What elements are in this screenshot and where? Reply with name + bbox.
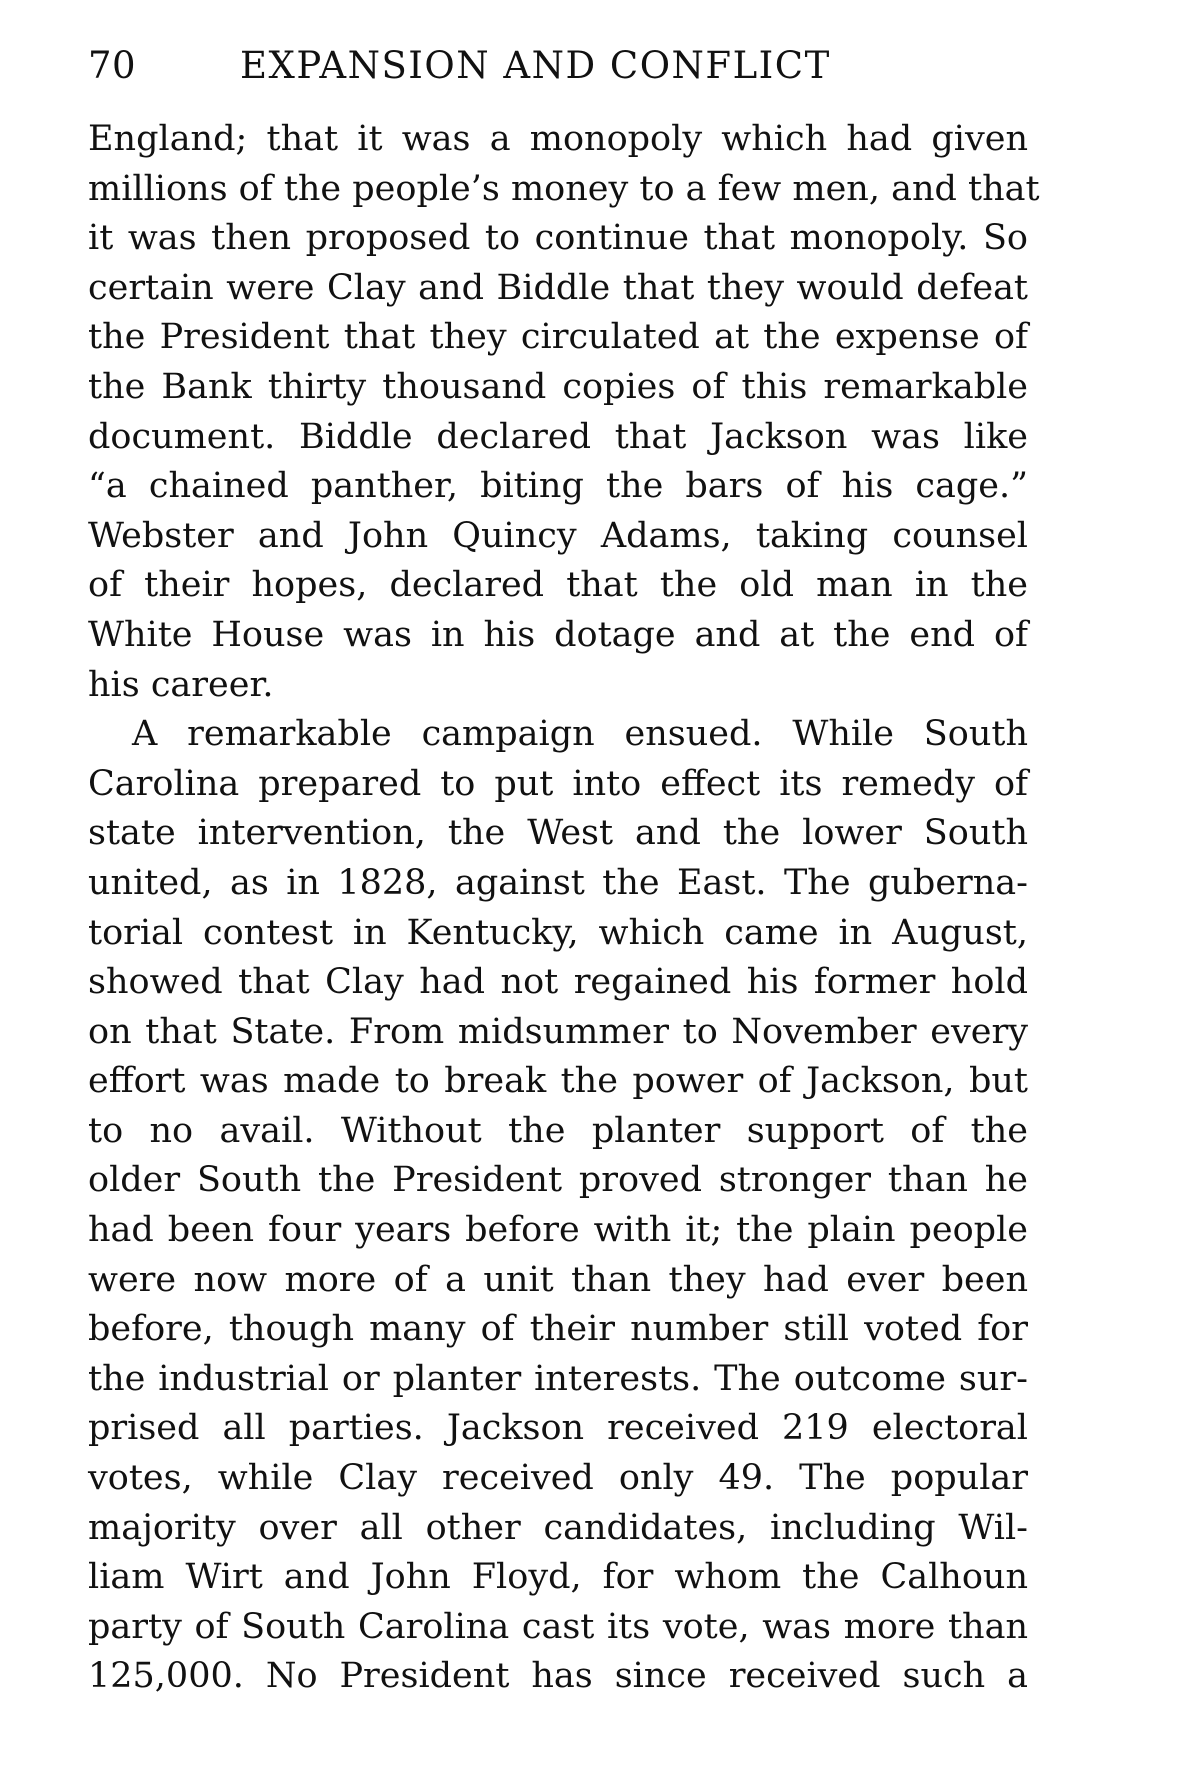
text-line: state intervention, the West and the lower South — [88, 813, 1028, 854]
body-text — [88, 115, 1040, 1702]
text-line: document. Biddle declared that Jackson was like — [88, 416, 1028, 457]
text-line: united, as in 1828, against the East. The guberna- — [88, 862, 1028, 903]
text-line: prised all parties. Jackson received 219 electoral — [88, 1408, 1028, 1449]
text-line: certain were Clay and Biddle that they would defeat — [88, 267, 1028, 308]
text-line: party of South Carolina cast its vote, was more than — [88, 1606, 1028, 1647]
text-line: White House was in his dotage and at the end of — [88, 614, 1028, 655]
text-line: England; that it was a monopoly which had given — [88, 119, 1028, 159]
text-line: showed that Clay had not regained his former hold — [88, 962, 1028, 1003]
text-line: the Bank thirty thousand copies of this remarkable — [88, 366, 1028, 407]
text-line: of their hopes, declared that the old man in the — [88, 565, 1028, 606]
page-number: 70 — [88, 44, 137, 87]
text-line: 125,000. No President has since received such a — [88, 1656, 1028, 1697]
page-header — [88, 38, 1028, 98]
text-line: majority over all other candidates, including Wil- — [88, 1507, 1028, 1548]
text-line: Webster and John Quincy Adams, taking counsel — [88, 515, 1028, 556]
text-line: were now more of a unit than they had ever been — [88, 1259, 1028, 1300]
text-line: had been four years before with it; the plain people — [88, 1210, 1028, 1251]
text-line: older South the President proved stronger than he — [88, 1160, 1028, 1201]
text-line: it was then proposed to continue that monopoly. So — [88, 218, 1028, 259]
text-line: A remarkable campaign ensued. While South — [132, 714, 1028, 755]
text-line: the President that they circulated at the expense of — [88, 317, 1028, 358]
text-line: to no avail. Without the planter support of the — [88, 1110, 1028, 1151]
text-line: “a chained panther, biting the bars of his cage.” — [88, 466, 1028, 507]
text-line: votes, while Clay received only 49. The popular — [88, 1458, 1028, 1499]
text-line: his career. — [88, 664, 274, 705]
paragraph-1 — [88, 115, 1040, 710]
text-line: liam Wirt and John Floyd, for whom the Calhoun — [88, 1557, 1028, 1598]
text-line: before, though many of their number still voted for — [88, 1309, 1028, 1350]
text-line: torial contest in Kentucky, which came in August, — [88, 912, 1028, 953]
text-line: the industrial or planter interests. The outcome sur- — [88, 1358, 1028, 1399]
text-line: on that State. From midsummer to November every — [88, 1011, 1028, 1052]
paragraph-2 — [88, 710, 1028, 1702]
text-line: effort was made to break the power of Jackson, but — [88, 1061, 1028, 1102]
running-head: EXPANSION AND CONFLICT — [240, 44, 831, 87]
text-line: millions of the people’s money to a few men, and that — [88, 168, 1040, 209]
text-line: Carolina prepared to put into effect its remedy of — [88, 763, 1028, 804]
